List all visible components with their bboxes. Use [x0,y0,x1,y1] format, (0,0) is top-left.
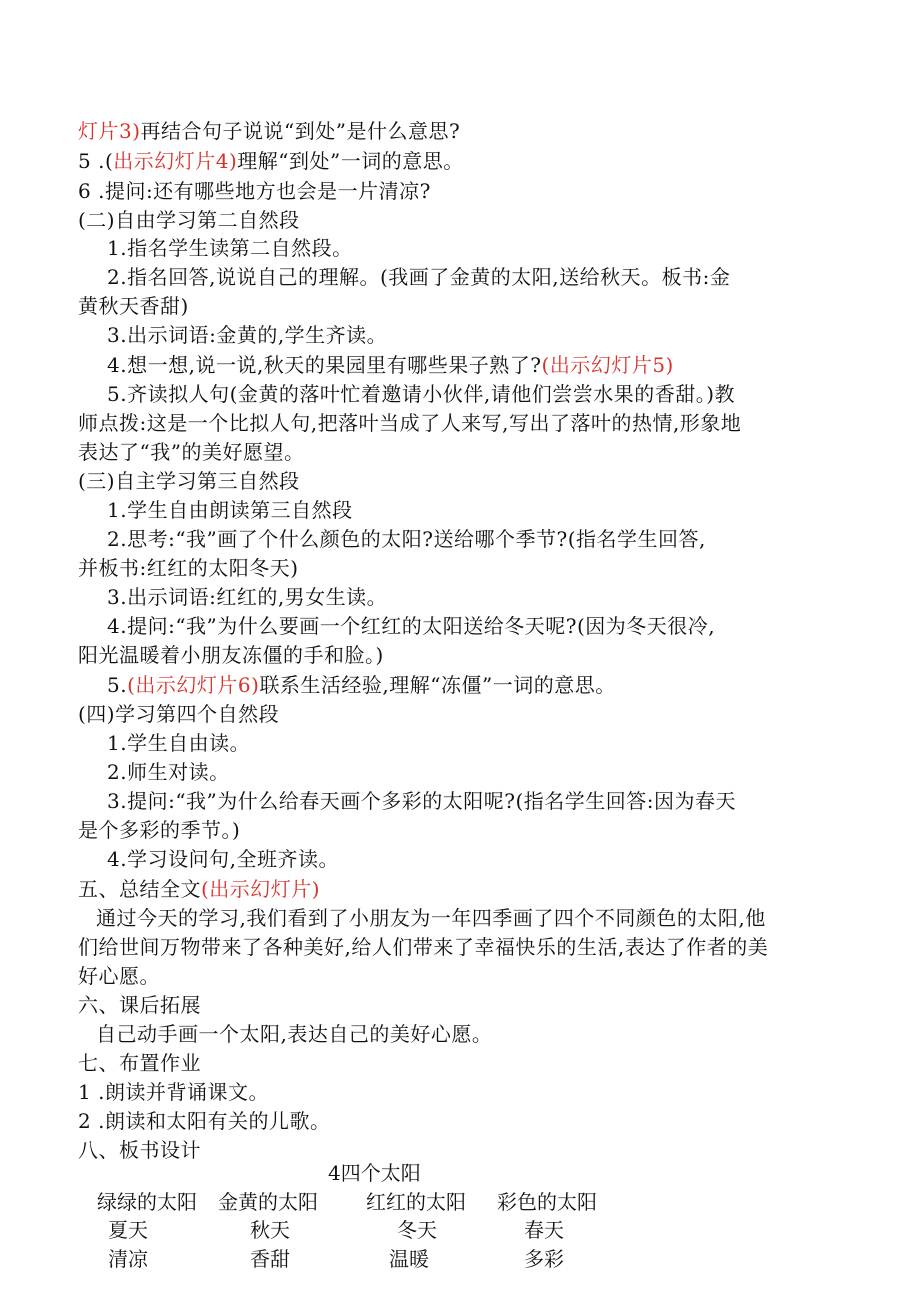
text-line [78,817,240,843]
text-line [107,322,387,348]
board-season-summer: 夏天 [108,1218,148,1242]
text-segment: 自己动手画一个太阳,表达自己的美好心愿。 [96,1022,493,1046]
text-line [78,992,201,1018]
slide-reference: 出示幻灯片4) [113,149,238,173]
text-segment: 3.提问:“我”为什么给春天画个多彩的太阳呢?(指名学生回答:因为春天 [107,789,737,813]
board-feeling-winter: 温暖 [389,1247,429,1271]
text-segment: 4.提问:“我”为什么要画一个红红的太阳送给冬天呢?(因为冬天很冷, [107,614,716,638]
text-segment: 4.学习设问句,全班齐读。 [107,847,339,871]
board-feeling-spring: 多彩 [524,1247,564,1271]
text-segment: 联系生活经验,理解“冻僵”一词的意思。 [259,673,616,697]
board-season-winter: 冬天 [397,1218,437,1242]
board-feeling-autumn: 香甜 [250,1247,290,1271]
text-segment: 们给世间万物带来了各种美好,给人们带来了幸福快乐的生活,表达了作者的美 [78,935,769,959]
text-segment: 6 .提问:还有哪些地方也会是一片清凉? [78,179,431,203]
text-line [107,264,730,290]
text-line [78,963,160,989]
text-line [78,642,384,668]
board-sun-summer: 绿绿的太阳 [97,1190,197,1214]
text-segment: 2.师生对读。 [107,760,230,784]
text-segment: 再结合句子说说“到处”是什么意思? [140,119,461,143]
text-segment: 黄秋天香甜) [78,294,189,318]
text-line [107,672,616,698]
text-line [78,293,189,319]
board-season-spring: 春天 [524,1218,564,1242]
text-line [78,1137,201,1163]
text-segment: 3.出示词语:金黄的,学生齐读。 [107,323,388,347]
text-line [78,555,299,581]
text-segment: (三)自主学习第三自然段 [78,469,300,493]
text-segment: 2.指名回答,说说自己的理解。(我画了金黄的太阳,送给秋天。板书:金 [107,265,731,289]
text-segment: (四)学习第四个自然段 [78,702,280,726]
text-line [78,178,431,204]
text-line [78,1108,330,1134]
text-segment: 阳光温暖着小朋友冻僵的手和脸。) [78,643,384,667]
text-segment: 3.出示词语:红红的,男女生读。 [107,585,388,609]
board-season-autumn: 秋天 [250,1218,290,1242]
text-segment: 七、布置作业 [78,1051,201,1075]
board-title-text: 4四个太阳 [328,1161,421,1185]
text-line [107,613,715,639]
text-line [107,381,735,407]
text-line [78,876,320,902]
text-segment: 1 .朗读并背诵课文。 [78,1080,269,1104]
board-sun-winter: 红红的太阳 [366,1190,466,1214]
text-segment: 2 .朗读和太阳有关的儿歌。 [78,1109,331,1133]
text-segment: 五、总结全文 [78,877,201,901]
board-title [328,1160,421,1186]
text-segment: 5 .( [78,149,114,173]
text-line [107,788,736,814]
text-line [78,468,300,494]
board-sun-autumn: 金黄的太阳 [218,1190,318,1214]
text-segment: 5.齐读拟人句(金黄的落叶忙着邀请小伙伴,请他们尝尝水果的香甜。)教 [107,382,736,406]
text-line [78,1079,269,1105]
text-line [78,410,741,436]
text-segment: 师点拨:这是一个比拟人句,把落叶当成了人来写,写出了落叶的热情,形象地 [78,411,742,435]
slide-reference: (出示幻灯片6) [127,673,260,697]
text-line [96,905,766,931]
text-line [78,701,279,727]
text-line [78,118,460,144]
text-segment: 八、板书设计 [78,1138,201,1162]
text-segment: 1.指名学生读第二自然段。 [107,236,353,260]
text-segment: 是个多彩的季节。) [78,818,241,842]
text-line [107,235,353,261]
text-segment: 并板书:红红的太阳冬天) [78,556,299,580]
text-line [78,439,304,465]
text-segment: 5. [107,673,128,697]
text-segment: 好心愿。 [78,964,160,988]
text-segment: 六、课后拓展 [78,993,201,1017]
text-line [78,207,300,233]
text-line [78,934,768,960]
board-sun-spring: 彩色的太阳 [497,1190,597,1214]
text-line [107,352,674,378]
text-line [78,1050,201,1076]
text-line [107,526,706,552]
text-line [107,584,387,610]
text-line [107,497,353,523]
text-segment: 4.想一想,说一说,秋天的果园里有哪些果子熟了? [107,353,542,377]
text-segment: 1.学生自由读。 [107,731,251,755]
text-segment: (二)自由学习第二自然段 [78,208,300,232]
text-line [96,1021,492,1047]
board-feeling-summer: 清凉 [108,1247,148,1271]
text-line [107,730,250,756]
slide-reference: (出示幻灯片) [201,877,321,901]
text-segment: 1.学生自由朗读第三自然段 [107,498,353,522]
slide-reference: (出示幻灯片5) [541,353,674,377]
text-line [78,148,464,174]
text-line [107,846,339,872]
text-segment: 2.思考:“我”画了个什么颜色的太阳?送给哪个季节?(指名学生回答, [107,527,706,551]
text-segment: 理解“到处”一词的意思。 [237,149,464,173]
text-segment: 表达了“我”的美好愿望。 [78,440,305,464]
slide-reference: 灯片3) [78,119,141,143]
text-segment: 通过今天的学习,我们看到了小朋友为一年四季画了四个不同颜色的太阳,他 [96,906,766,930]
text-line [107,759,230,785]
